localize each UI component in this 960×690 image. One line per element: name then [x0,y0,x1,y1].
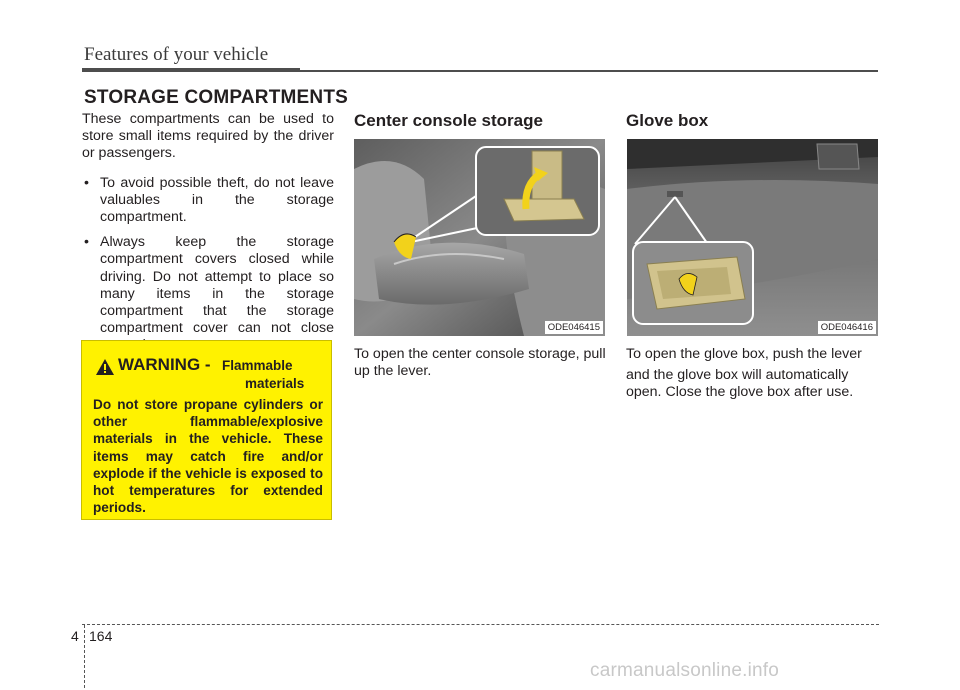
footer-rule [82,624,879,625]
intro-text-block [82,111,334,363]
header-rule-thick [82,68,300,72]
glove-box-figure [627,139,878,336]
intro-paragraph: These compartments can be used to store small items required by the driver or passengers. [82,111,334,162]
page-number: 164 [89,628,113,644]
page-header-title: Features of your vehicle [84,44,269,65]
glove-box-illustration [627,139,878,336]
bullet-text: Always keep the storage compartment covers closed while driving. Do not attempt to place so many items in the storage compartment that the storage compartment cover can not close [100,234,334,337]
glove-box-heading: Glove box [626,111,709,130]
figure-code-caption: ODE046416 [818,321,876,334]
bullet-dot-icon: • [84,174,89,191]
bullet-list [82,175,334,355]
figure-code-caption: ODE046415 [545,321,603,334]
warning-subtitle-line1: Flammable [222,358,293,373]
warning-subtitle-line2: materials [245,376,305,391]
bullet-text: To avoid possible theft, do not leave valuables in the storage compartment. [100,174,334,226]
warning-box [81,340,332,520]
footer-divider [84,625,85,688]
center-console-illustration [354,139,605,336]
bullet-item [82,234,334,354]
warning-label: WARNING - [118,355,211,374]
section-title: STORAGE COMPARTMENTS [84,87,349,108]
glove-box-text-line2: and the glove box will automatically open. Close the glove box after use. [626,367,854,401]
bullet-dot-icon: • [84,234,89,251]
warning-body: Do not store propane cylinders or other flammable/explosive materials in the vehicle. These items may catch fire and/or explode if the vehicle is exposed to hot temperatures for extended periods. [93,397,323,516]
glove-box-text [626,346,878,406]
glove-box-text-line1: To open the glove box, push the lever [626,346,862,362]
bullet-item [82,175,334,227]
header-rule-thin [300,70,878,72]
center-console-heading: Center console storage [354,111,543,130]
warning-triangle-icon [95,358,115,376]
center-console-text: To open the center console storage, pull up the lever. [354,346,606,380]
chapter-number: 4 [71,628,79,644]
center-console-figure [354,139,605,336]
watermark-text: carmanualsonline.info [590,660,780,681]
